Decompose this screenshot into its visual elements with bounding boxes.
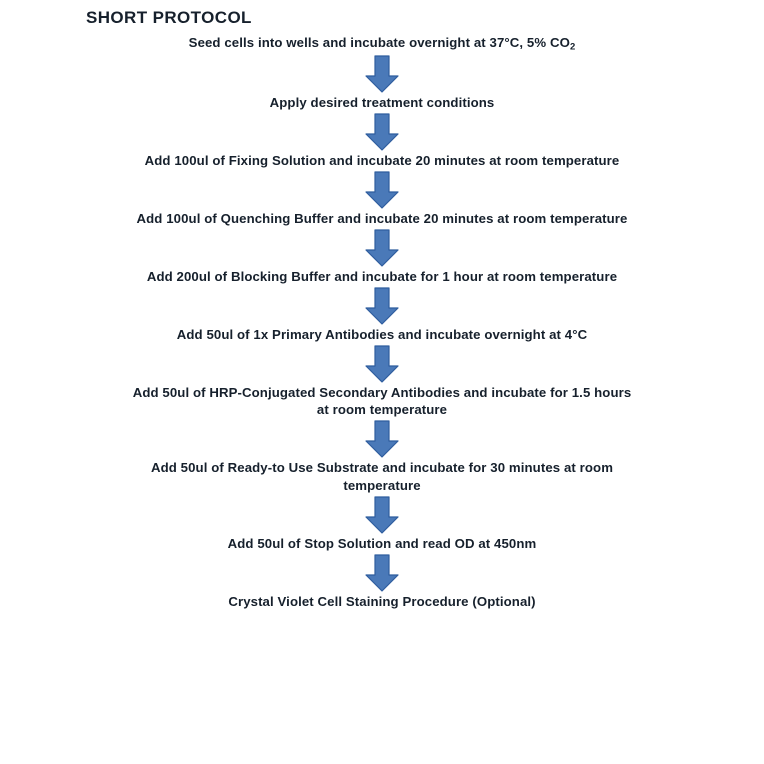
flow-arrow bbox=[363, 553, 401, 593]
down-arrow-icon bbox=[363, 495, 401, 535]
down-arrow-icon bbox=[363, 170, 401, 210]
flow-step-label: Add 50ul of 1x Primary Antibodies and incubate overnight at 4°C bbox=[176, 326, 588, 342]
flow-step-label: Crystal Violet Cell Staining Procedure (Optional) bbox=[228, 593, 536, 609]
flow-container bbox=[22, 34, 742, 610]
flow-arrow bbox=[363, 112, 401, 152]
flow-step-label: Add 50ul of Stop Solution and read OD at 450nm bbox=[227, 535, 537, 551]
flow-arrow bbox=[363, 170, 401, 210]
flow-step-label: Apply desired treatment conditions bbox=[269, 95, 495, 111]
flow-step bbox=[132, 459, 632, 495]
down-arrow-icon bbox=[363, 286, 401, 326]
flow-step bbox=[137, 210, 628, 228]
down-arrow-icon bbox=[363, 419, 401, 459]
down-arrow-icon bbox=[363, 344, 401, 384]
flow-step bbox=[228, 593, 535, 611]
flow-arrow bbox=[363, 286, 401, 326]
flow-arrow bbox=[363, 419, 401, 459]
flow-step bbox=[189, 34, 576, 54]
down-arrow-icon bbox=[363, 112, 401, 152]
page-title: SHORT PROTOCOL bbox=[86, 8, 252, 27]
flow-step bbox=[145, 152, 620, 170]
flow-step-label: Add 100ul of Fixing Solution and incubate 20 minutes at room temperature bbox=[144, 153, 620, 169]
flow-arrow bbox=[363, 228, 401, 268]
flow-step bbox=[228, 535, 537, 553]
down-arrow-icon bbox=[363, 228, 401, 268]
flow-step bbox=[177, 326, 587, 344]
flow-step-label: Add 200ul of Blocking Buffer and incubate for 1 hour at room temperature bbox=[146, 268, 618, 284]
flow-step bbox=[132, 384, 632, 420]
flow-step-label: Add 100ul of Quenching Buffer and incubate 20 minutes at room temperature bbox=[136, 211, 628, 227]
flow-step-label: Add 50ul of Ready-to Use Substrate and incubate for 30 minutes at room temperature bbox=[150, 460, 614, 493]
flow-step bbox=[147, 268, 617, 286]
flow-arrow bbox=[363, 54, 401, 94]
down-arrow-icon bbox=[363, 553, 401, 593]
flow-step-label: Add 50ul of HRP-Conjugated Secondary Antibodies and incubate for 1.5 hours at room temperature bbox=[132, 384, 632, 418]
flow-step-label: Seed cells into wells and incubate overnight at 37°C, 5% CO bbox=[188, 35, 570, 50]
flow-arrow bbox=[363, 495, 401, 535]
flow-arrow bbox=[363, 344, 401, 384]
flow-step-subscript: 2 bbox=[569, 41, 576, 53]
flow-step bbox=[270, 94, 495, 112]
down-arrow-icon bbox=[363, 54, 401, 94]
